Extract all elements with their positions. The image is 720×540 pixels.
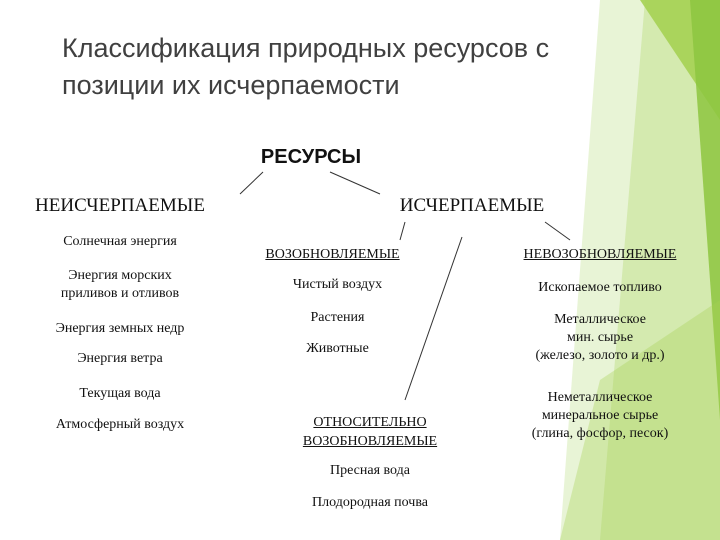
list-item: Энергия земных недр — [55, 321, 185, 336]
list-item: Плодородная почва — [312, 495, 428, 510]
list-item: Животные — [306, 341, 369, 356]
root-node: РЕСУРСЫ — [260, 146, 362, 168]
list-item: Растения — [310, 310, 365, 325]
list-item: Атмосферный воздух — [55, 417, 185, 432]
list-item: Текущая вода — [79, 386, 161, 401]
subcategory-relatively-renewable: ОТНОСИТЕЛЬНО ВОЗОБНОВЛЯЕМЫЕ — [302, 415, 438, 449]
list-item: Металлическое мин. сырье (железо, золото и др.) — [535, 312, 665, 363]
list-item: Пресная вода — [330, 463, 410, 478]
connector-root-right — [330, 172, 380, 194]
title-line: позиции их исчерпаемости — [62, 70, 400, 100]
connector-exhaustible-nonrenewable — [545, 222, 570, 240]
list-item: Энергия ветра — [77, 351, 163, 366]
list-item: Неметаллическое минеральное сырье (глина, фосфор, песок) — [531, 390, 669, 441]
title-line: Классификация природных ресурсов с — [62, 33, 550, 63]
connector-exhaustible-renewable — [400, 222, 405, 240]
list-item: Ископаемое топливо — [538, 280, 662, 295]
list-item: Энергия морских приливов и отливов — [60, 268, 180, 301]
connector-root-left — [240, 172, 263, 194]
category-inexhaustible: НЕИСЧЕРПАЕМЫЕ — [35, 195, 205, 216]
list-item: Чистый воздух — [292, 277, 383, 292]
subcategory-nonrenewable: НЕВОЗОБНОВЛЯЕМЫЕ — [523, 247, 677, 262]
list-item: Солнечная энергия — [63, 234, 177, 249]
subcategory-renewable: ВОЗОБНОВЛЯЕМЫЕ — [265, 247, 400, 262]
category-exhaustible: ИСЧЕРПАЕМЫЕ — [399, 195, 545, 216]
